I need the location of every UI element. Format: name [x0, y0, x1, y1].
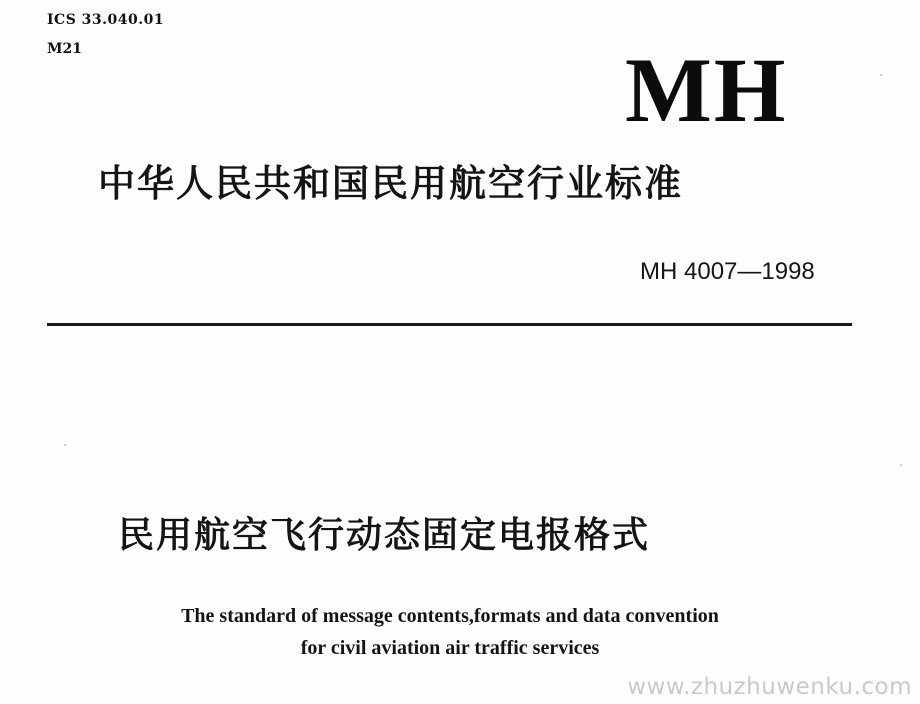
scan-speck — [64, 444, 66, 446]
document-title-cn: 民用航空飞行动态固定电报格式 — [118, 515, 651, 556]
ics-code: ICS 33.040.01 — [47, 12, 165, 28]
scan-speck — [900, 464, 902, 466]
classification-code: M21 — [47, 41, 82, 57]
watermark-text: www.zhuzhuwenku.com — [627, 674, 912, 700]
standard-number: MH 4007—1998 — [640, 258, 815, 285]
horizontal-divider — [47, 323, 852, 326]
scan-speck — [880, 74, 882, 76]
standard-title: 中华人民共和国民用航空行业标准 — [98, 162, 683, 205]
mh-logo: MH — [625, 39, 788, 141]
document-title-en-line2: for civil aviation air traffic services — [300, 637, 600, 659]
document-title-en-line1: The standard of message contents,formats and data convention — [181, 605, 719, 627]
document-title-en — [0, 600, 900, 664]
